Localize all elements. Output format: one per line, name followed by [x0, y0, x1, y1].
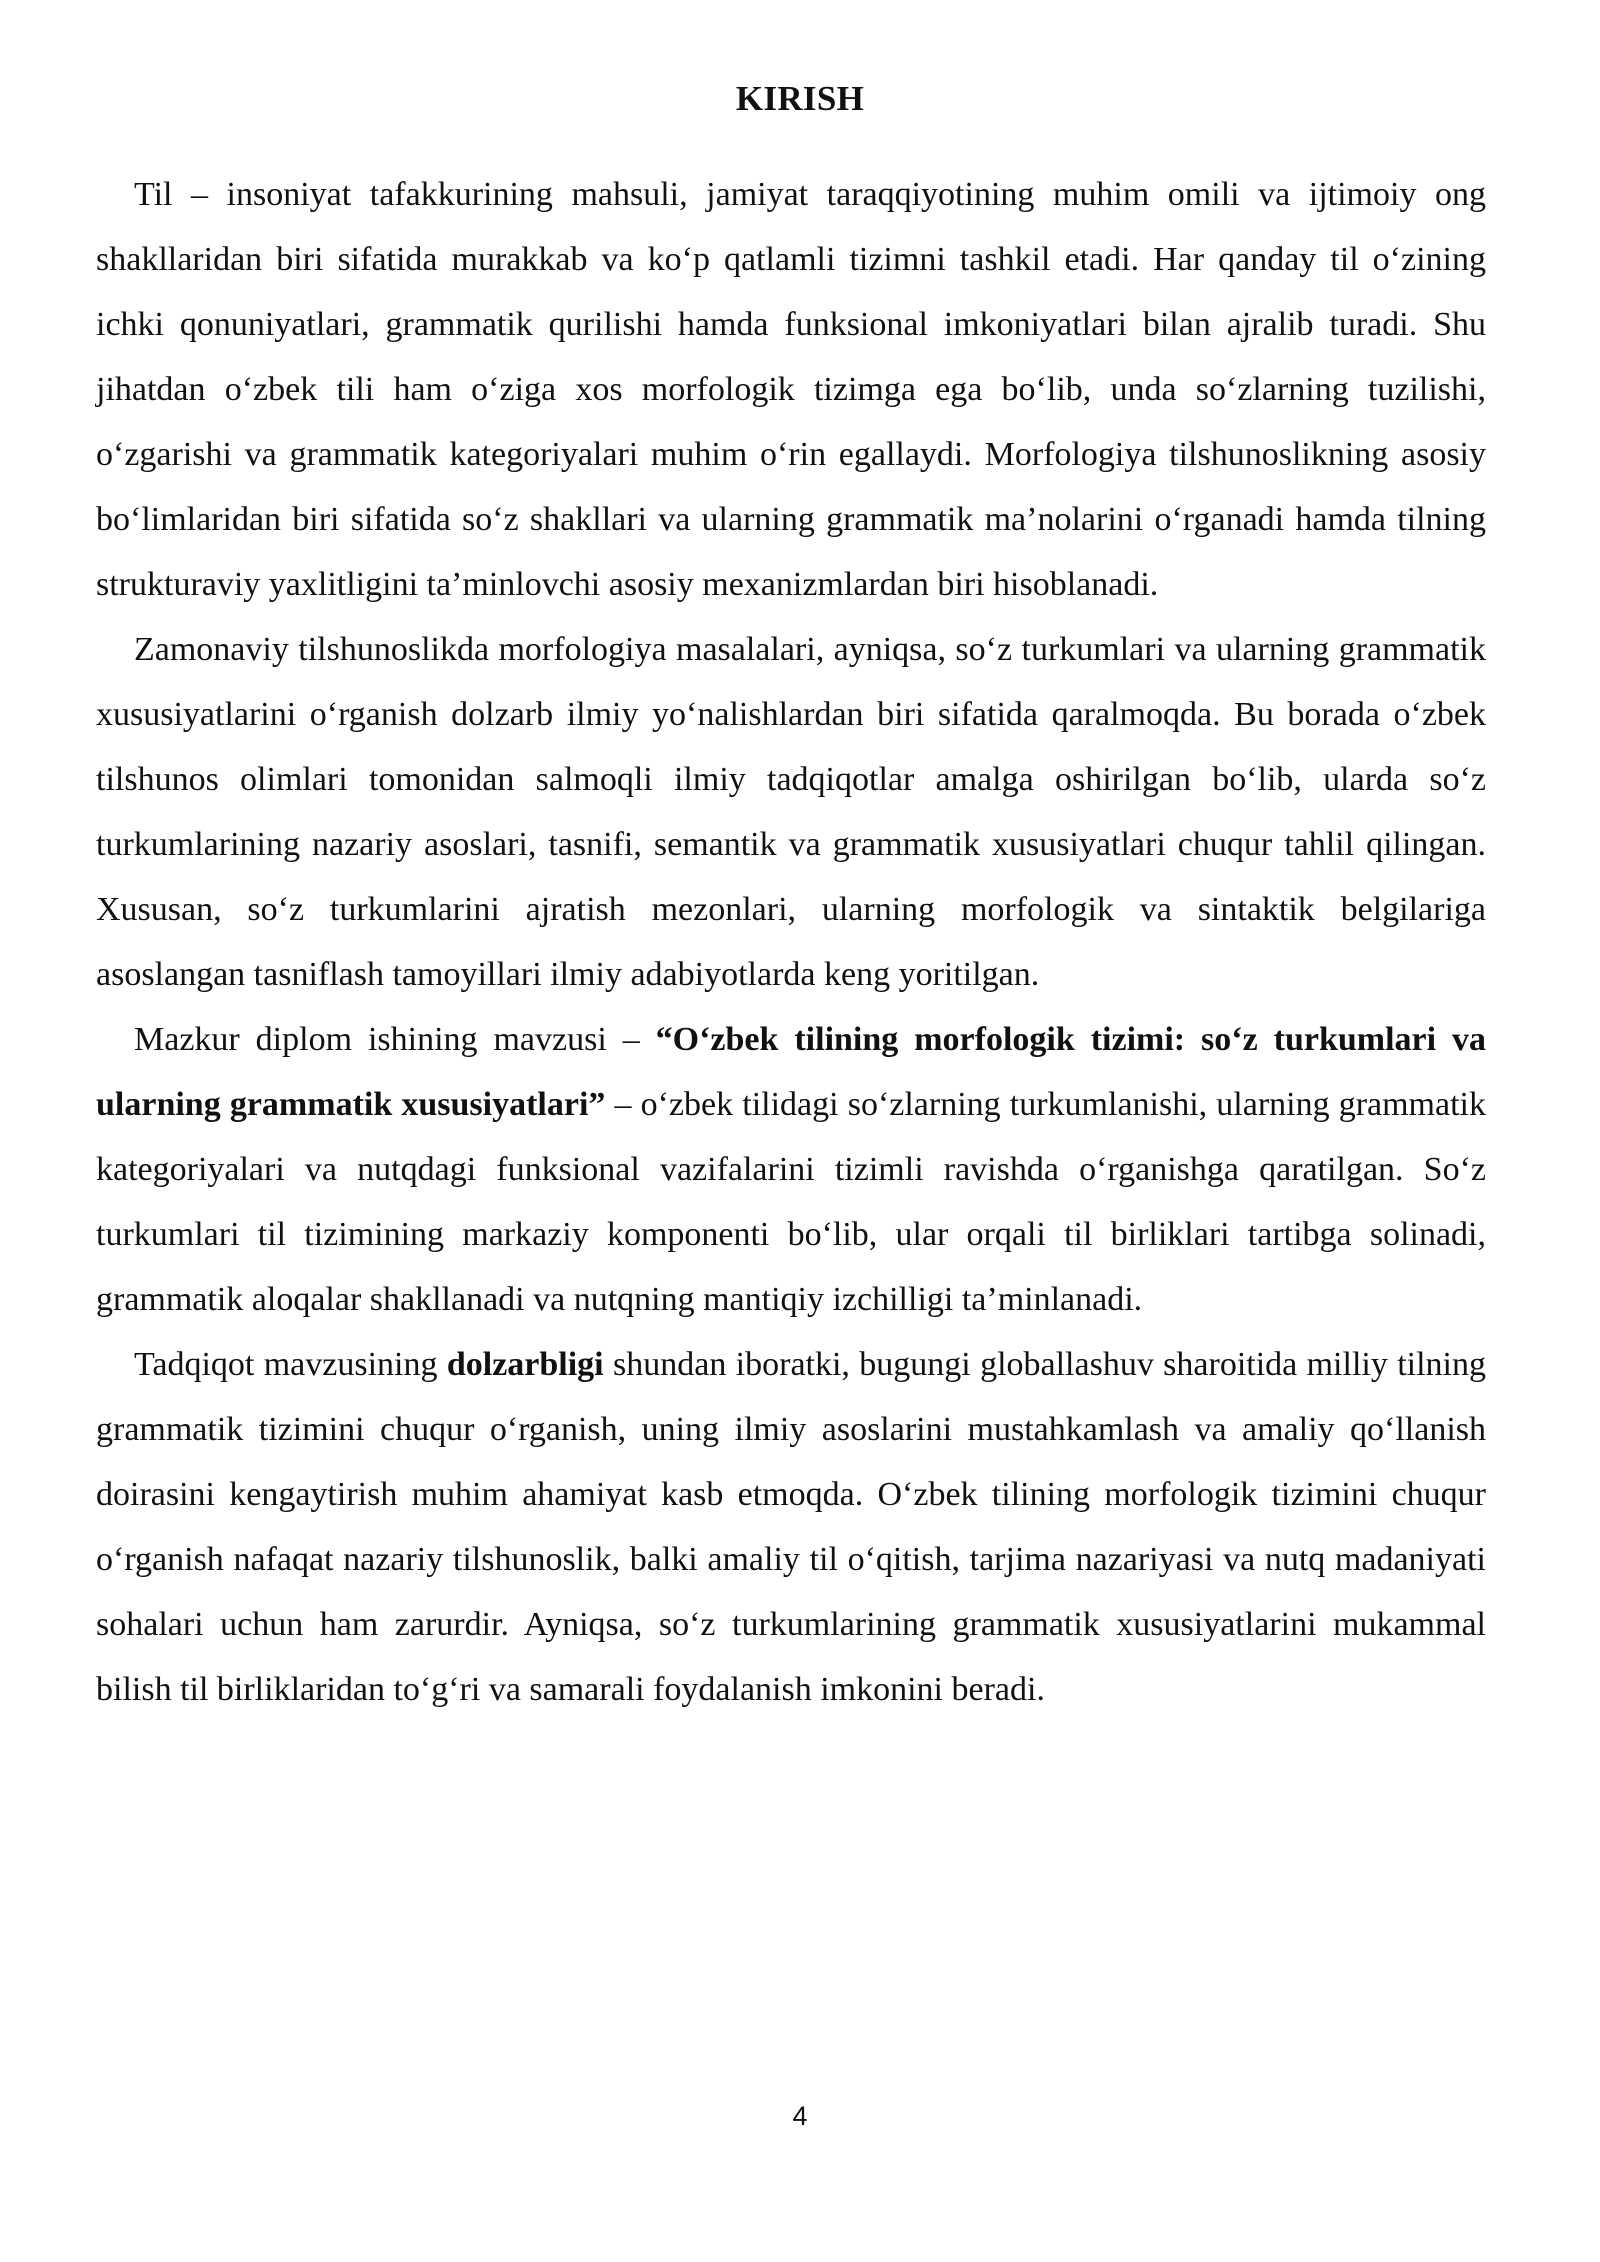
paragraph-4-rest: shundan iboratki, bugungi globallashuv sharoitida milliy tilning grammatik tizimini chuqur o‘rganish, uning ilmiy asoslarini mustahkamlash va amaliy qo‘llanish doirasini kengaytirish muhim ahamiyat kasb etmoqda. O‘zbek tilining morfologik tizimini chuqur o‘rganish nafaqat nazariy tilshunoslik, balki amaliy til o‘qitish, tarjima nazariyasi va nutq madaniyati sohalari uchun ham zarurdir. Ayniqsa, so‘z turkumlarining grammatik xususiyatlarini mukammal bilish til birliklaridan to‘g‘ri va samarali foydalanish imkonini beradi. — [96, 1346, 1486, 1708]
page-number: 4 — [792, 2101, 808, 2131]
paragraph-4-lead: Tadqiqot mavzusining — [134, 1346, 447, 1383]
paragraph-2 — [96, 617, 1486, 1007]
paragraph-3 — [96, 1007, 1486, 1332]
paragraph-3-lead: Mazkur diplom ishining mavzusi – — [134, 1021, 656, 1058]
paragraph-1 — [96, 162, 1486, 617]
document-body — [96, 162, 1486, 1722]
thesis-topic-bold: “O‘zbek tilining morfologik tizimi: so‘z turkumlari va ularning grammatik xususiyatlari” — [96, 1021, 1487, 1123]
paragraph-1-text: Til – insoniyat tafakkurining mahsuli, jamiyat taraqqiyotining muhim omili va ijtimoiy ong shakllaridan biri sifatida murakkab va ko‘p qatlamli tizimni tashkil etadi. Har qanday til o‘zining ichki qonuniyatlari, grammatik qurilishi hamda funksional imkoniyatlari bilan ajralib turadi. Shu jihatdan o‘zbek tili ham o‘ziga xos morfologik tizimga ega bo‘lib, unda so‘zlarning tuzilishi, o‘zgarishi va grammatik kategoriyalari muhim o‘rin egallaydi. Morfologiya tilshunoslikning asosiy bo‘limlaridan biri sifatida so‘z shakllari va ularning grammatik ma’nolarini o‘rganadi hamda tilning strukturaviy yaxlitligini ta’minlovchi asosiy mexanizmlardan biri hisoblanadi. — [96, 176, 1486, 603]
paragraph-2-text: Zamonaviy tilshunoslikda morfologiya masalalari, ayniqsa, so‘z turkumlari va ularning grammatik xususiyatlarini o‘rganish dolzarb ilmiy yo‘nalishlardan biri sifatida qaralmoqda. Bu borada o‘zbek tilshunos olimlari tomonidan salmoqli ilmiy tadqiqotlar amalga oshirilgan bo‘lib, ularda so‘z turkumlarining nazariy asoslari, tasnifi, semantik va grammatik xususiyatlari chuqur tahlil qilingan. Xususan, so‘z turkumlarini ajratish mezonlari, ularning morfologik va sintaktik belgilariga asoslangan tasniflash tamoyillari ilmiy adabiyotlarda keng yoritilgan. — [96, 631, 1486, 993]
relevance-bold: dolzarbligi — [446, 1346, 604, 1383]
paragraph-4 — [96, 1332, 1486, 1722]
paragraph-3-rest: – o‘zbek tilidagi so‘zlarning turkumlanishi, ularning grammatik kategoriyalari va nutqdagi funksional vazifalarini tizimli ravishda o‘rganishga qaratilgan. So‘z turkumlari til tizimining markaziy komponenti bo‘lib, ular orqali til birliklari tartibga solinadi, grammatik aloqalar shakllanadi va nutqning mantiqiy izchilligi ta’minlanadi. — [96, 1086, 1486, 1318]
page-title: KIRISH — [735, 79, 865, 118]
